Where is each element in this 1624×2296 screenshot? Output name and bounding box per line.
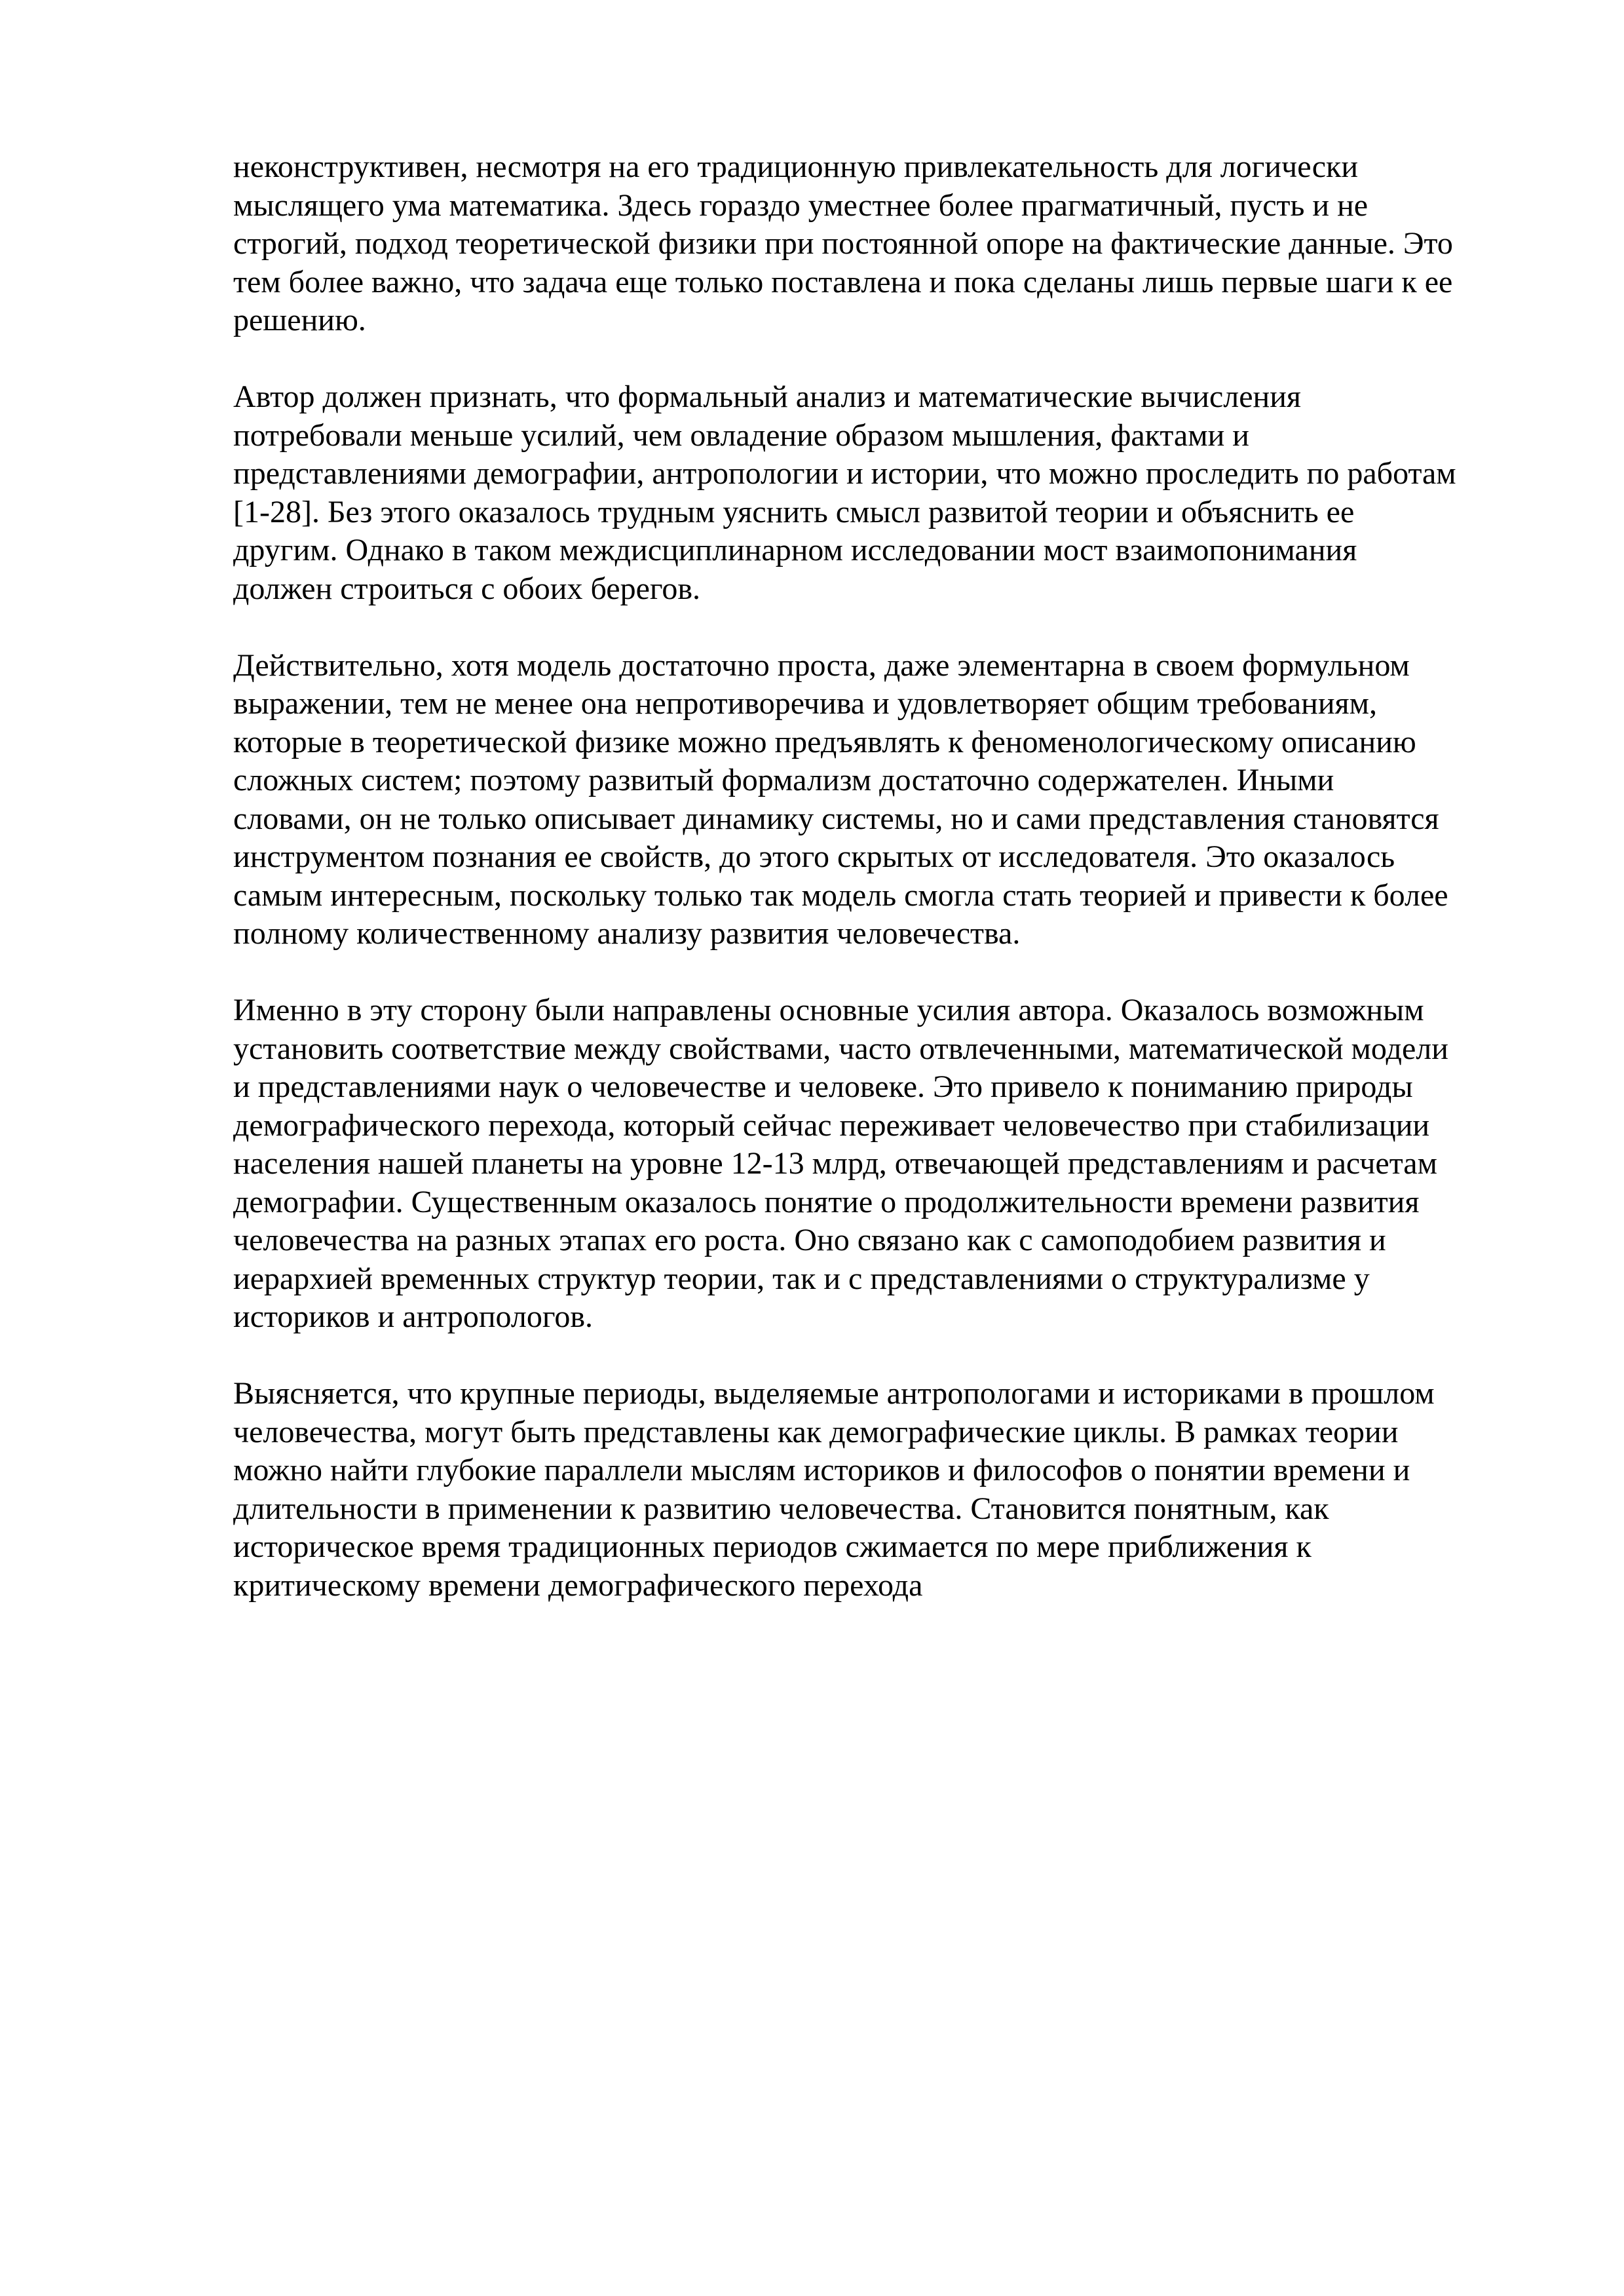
text-line: человечества на разных этапах его роста. Оно связано как с самоподобием развития и <box>233 1223 1386 1257</box>
text-line: решению. <box>233 303 366 337</box>
text-line: полному количественному анализу развития человечества. <box>233 916 1021 951</box>
text-line: историческое время традиционных периодов сжимается по мере приближения к <box>233 1529 1312 1564</box>
text-line: демографического перехода, который сейчас переживает человечество при стабилизации <box>233 1107 1430 1143</box>
text-line: выражении, тем не менее она непротиворечива и удовлетворяет общим требованиям, <box>233 686 1377 721</box>
text-line: мыслящего ума математика. Здесь гораздо уместнее более прагматичный, пусть и не <box>233 187 1369 223</box>
text-line: иерархией временных структур теории, так и с представлениями о структурализме у <box>233 1261 1370 1296</box>
text-line: сложных систем; поэтому развитый формализм достаточно содержателен. Иными <box>233 763 1334 797</box>
text-line: тем более важно, что задача еще только поставлена и пока сделаны лишь первые шаги к ее <box>233 264 1453 299</box>
text-line: другим. Однако в таком междисциплинарном исследовании мост взаимопонимания <box>233 533 1357 567</box>
paragraph-3 <box>233 647 1517 953</box>
text-line: Именно в эту сторону были направлены основные усилия автора. Оказалось возможным <box>233 993 1424 1027</box>
text-line: неконструктивен, несмотря на его традиционную привлекательность для логически <box>233 149 1359 184</box>
paragraph-5 <box>233 1375 1517 1605</box>
text-line: которые в теоретической физике можно предъявлять к феноменологическому описанию <box>233 724 1416 759</box>
text-line: критическому времени демографического перехода <box>233 1567 923 1603</box>
text-line: представлениями демографии, антропологии и истории, что можно проследить по работам <box>233 456 1456 491</box>
text-line: строгий, подход теоретической физики при постоянной опоре на фактические данные. Это <box>233 226 1453 261</box>
text-line: установить соответствие между свойствами, часто отвлеченными, математической модели <box>233 1031 1448 1066</box>
text-line: словами, он не только описывает динамику системы, но и сами представления становятся <box>233 801 1439 836</box>
paragraph-2 <box>233 378 1517 608</box>
text-line: инструментом познания ее свойств, до этого скрытых от исследователя. Это оказалось <box>233 839 1395 874</box>
text-line: [1-28]. Без этого оказалось трудным уяснить смысл развитой теории и объяснить ее <box>233 494 1355 529</box>
text-line: Выясняется, что крупные периоды, выделяемые антропологами и историками в прошлом <box>233 1376 1435 1411</box>
text-line: длительности в применении к развитию человечества. Становится понятным, как <box>233 1491 1329 1526</box>
text-line: Автор должен признать, что формальный анализ и математические вычисления <box>233 379 1301 414</box>
text-line: должен строиться с обоих берегов. <box>233 571 701 606</box>
text-line: населения нашей планеты на уровне 12-13 млрд, отвечающей представлениям и расчетам <box>233 1146 1437 1181</box>
text-line: демографии. Существенным оказалось понятие о продолжительности времени развития <box>233 1184 1420 1219</box>
paragraph-1 <box>233 148 1517 340</box>
text-line: самым интересным, поскольку только так модель смогла стать теорией и привести к более <box>233 877 1448 913</box>
paragraph-4 <box>233 991 1517 1337</box>
text-line: потребовали меньше усилий, чем овладение образом мышления, фактами и <box>233 417 1249 453</box>
text-line: человечества, могут быть представлены как демографические циклы. В рамках теории <box>233 1414 1399 1449</box>
text-line: можно найти глубокие параллели мыслям историков и философов о понятии времени и <box>233 1453 1410 1487</box>
text-line: Действительно, хотя модель достаточно проста, даже элементарна в своем формульном <box>233 647 1410 683</box>
text-line: и представлениями наук о человечестве и человеке. Это привело к пониманию природы <box>233 1069 1413 1104</box>
document-body <box>233 148 1517 1643</box>
text-line: историков и антропологов. <box>233 1299 593 1334</box>
